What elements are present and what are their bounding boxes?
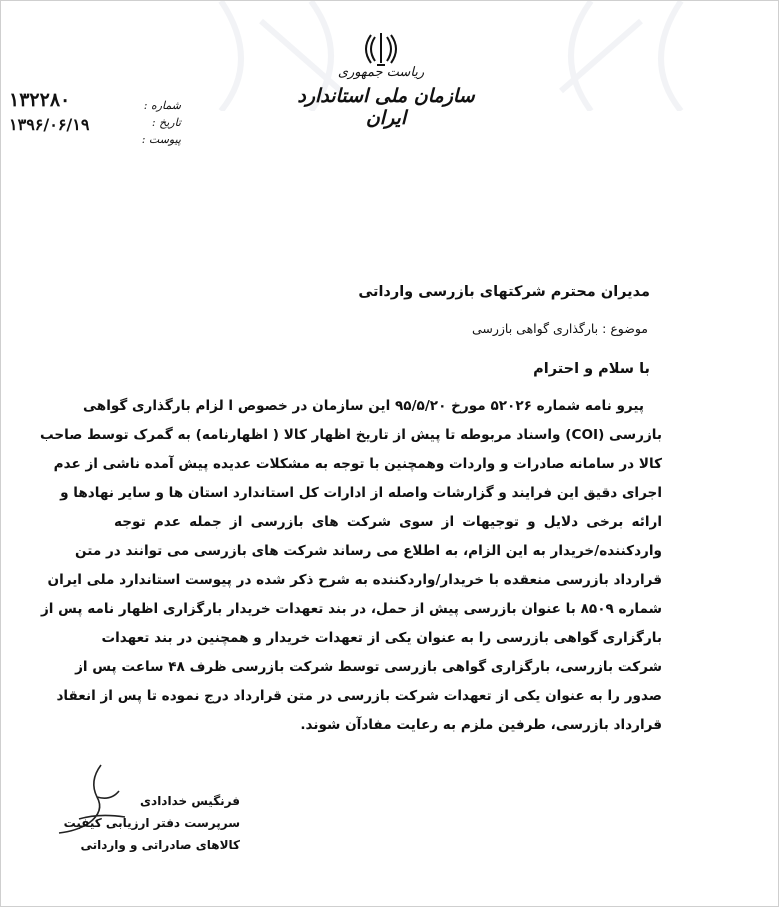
org-name: سازمان ملی استاندارد ایران	[297, 85, 475, 129]
org-subtitle: ریاست جمهوری	[337, 65, 425, 80]
signatory-title: سرپرست دفتر ارزیابی کیفیت	[63, 816, 240, 830]
letter-number: ۱۳۲۲۸۰	[9, 89, 71, 111]
body-line: شرکت بازرسی، بارگزاری گواهی بازرسی توسط شرکت بازرسی ظرف ۴۸ ساعت پس از	[75, 659, 662, 675]
body-line: پیرو نامه شماره ۵۲۰۲۶ مورخ ۹۵/۵/۲۰ این سازمان در خصوص ا لزام بارگذاری گواهی	[83, 398, 644, 414]
greeting-line: با سلام و احترام	[533, 361, 650, 377]
body-line: صدور را به عنوان یکی از تعهدات شرکت بازرسی در متن قرارداد درج نموده تا پس از انعقاد	[56, 688, 662, 704]
body-line: بارگزاری گواهی بازرسی را به عنوان یکی از تعهدات خریدار و همچنین در بند تعهدات	[101, 630, 662, 646]
meta-labels	[111, 97, 181, 148]
body-line: شماره ۸۵۰۹ با عنوان بازرسی پیش از حمل، در بند تعهدات خریدار بارگزاری اظهار نامه پس از	[40, 601, 662, 617]
letter-body	[39, 398, 662, 746]
body-line: بازرسی (COI) واسناد مربوطه تا پیش از تاریخ اظهار کالا ( اظهارنامه) به گمرک توسط صاحب	[39, 427, 662, 443]
body-line: قرارداد بازرسی منعقده با خریدار/واردکننده به شرح ذکر شده در پیوست استاندارد ملی ایران	[47, 572, 662, 588]
body-line: قرارداد بازرسی، طرفین ملزم به رعایت مفادآن شوند.	[300, 717, 662, 733]
recipient-line: مدیران محترم شرکتهای بازرسی وارداتی	[358, 284, 650, 300]
date-label: تاریخ :	[151, 116, 181, 129]
body-line: اجرای دقیق این فرایند و گزارشات واصله از ادارات کل استاندارد استان ها و سایر نهادها و	[60, 485, 662, 501]
letter-date: ۱۳۹۶/۰۶/۱۹	[9, 115, 90, 134]
iran-emblem-icon	[361, 29, 401, 69]
body-line: کالا در سامانه صادرات و واردات وهمچنین با توجه به مشکلات عدیده پیش آمده ناشی از عدم	[53, 456, 662, 472]
body-line: ارائه برخی دلایل و توجیهات از سوی شرکت های بازرسی از جمله عدم توجه	[114, 514, 662, 530]
number-label: شماره :	[143, 99, 181, 112]
subject-line: موضوع : بارگذاری گواهی بازرسی	[471, 321, 648, 336]
signatory-name: فرنگیس خداداد‌ی	[140, 794, 240, 808]
signatory-department: کالاهای صادراتی و وارداتی	[80, 838, 240, 852]
body-line: واردکننده/خریدار به این الزام، به اطلاع می رساند شرکت های بازرسی می توانند در متن	[75, 543, 662, 559]
attachment-label: پیوست :	[141, 133, 181, 146]
